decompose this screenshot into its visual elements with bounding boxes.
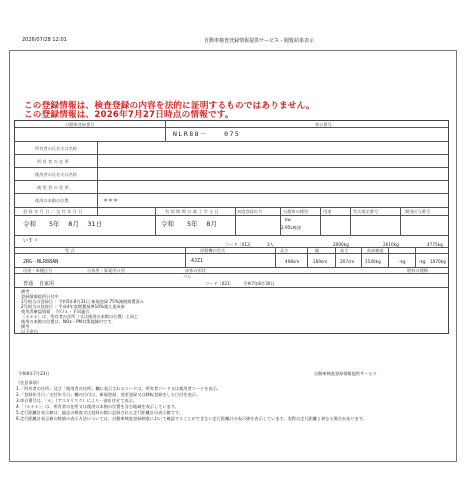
length-label: 長さ — [280, 248, 289, 253]
body-code: コード［021］ — [205, 281, 234, 286]
footer-date: 令和8年7月23日 — [18, 371, 50, 376]
note-item: 3.車台番号は、「＊」（アスタリスク）により一部を伏せて表示。 — [16, 398, 137, 403]
gross-weight-value: 4775kg — [427, 242, 443, 247]
base-value: ＊＊＊ — [103, 198, 119, 204]
remark-line: 2号相当の登録日 ：平成4年度燃費基準10%超え達成車 — [21, 304, 125, 309]
maker-code: コード［012］ — [225, 242, 254, 247]
note-item: 1.「所有者の住所」及び「使用者の住所」欄に表示されるコードは、所有者コード又は使用者コードを表示。 — [16, 386, 221, 391]
expiry-date-value: 令和 5年 8月 — [161, 220, 217, 228]
axle-rr-value: 1070kg — [430, 259, 446, 264]
engine-label: 原動機の型式 — [200, 248, 226, 253]
expiry-full-value: 令和7年8月30日 — [243, 281, 275, 286]
use-label: 自家用・事業用の別 — [87, 268, 125, 273]
height-label: 高さ — [340, 248, 349, 253]
remark-line: （＊＊＊）は、所有者の住所（又は使用の本拠の位置）と同じ — [21, 314, 139, 319]
width-value: 189cm — [313, 259, 328, 264]
remark-line: 使用者確認情報 ：ＮＯｘ・ＰＭ適合 — [21, 309, 90, 314]
remark-line: 備考 — [21, 289, 30, 294]
col-class-no: 類別区分番号 — [405, 209, 431, 214]
col-type: 自動車の種別 — [283, 209, 309, 214]
fuel-label: 燃料の種類 — [407, 268, 428, 273]
model-label: 型 式 — [65, 248, 75, 253]
col-use: 用途 — [323, 209, 332, 214]
col-model-no: 型式指定番号 — [353, 209, 379, 214]
note-item: 5.走行距離計表示値は、過去の検査又は登録の際に記録された走行距離計の表示値です。 — [16, 410, 183, 415]
reg-number-value: NLR88－ 075 — [173, 130, 241, 138]
max-load-value: 2000kg — [333, 242, 349, 247]
footer-service: 自動車検査登録情報提供サービス — [314, 371, 377, 376]
user-name-label: 使用者の氏名又は名称 — [35, 172, 77, 177]
capacity-unit: kw — [285, 217, 291, 222]
maker-value: いすゞ — [23, 238, 39, 244]
owner-addr-label: 所 有 者 の 住 所 — [37, 159, 69, 164]
width-label: 幅 — [315, 248, 320, 253]
remark-line: 1号相当の登録日 ：令和5年8月31日 新規登録 75%減税措置済み — [21, 299, 144, 304]
engine-value: 4JZ1 — [191, 258, 204, 264]
owner-name-label: 所有者の氏名又は名称 — [35, 146, 77, 151]
remarks-block — [21, 289, 144, 334]
model-code-value: 2RG－NLR88AN — [23, 259, 59, 265]
remark-line: 登録情報提供日付中 — [21, 294, 59, 299]
height-value: 207cm — [340, 259, 355, 264]
col-first-reg: 初度登録年月 — [237, 209, 263, 214]
note-item: 6.走行距離計表示値の数値の表示方法については、自動車検査登録制度において確認することができない走行距離計の表示値を表示しています。実際の走行距離と異なる場合があります。 — [16, 416, 367, 421]
note-item: 2.「登録年月日／交付年月日」欄の日付は、新規登録、変更登録又は移転登録をした日付を表示。 — [16, 392, 201, 397]
base-label: 使用の本拠の位置 — [35, 198, 69, 203]
body-shape-value: バン — [183, 274, 192, 279]
reg-number-label: 自動車登録番号 — [65, 122, 95, 127]
capacity-value: 2.95L軽油 — [281, 225, 302, 230]
reg-date-value: 令和 5年 8月 31日 — [23, 220, 103, 228]
body-shape-label: 車体の形状 — [185, 268, 206, 273]
private-use-value: 自家用 — [39, 281, 55, 287]
user-addr-label: 使 用 者 の 住 所 — [37, 185, 69, 190]
page-title: 自動車検査登録情報提供サービス - 閲覧結果表示 — [204, 38, 314, 44]
notes-block — [16, 380, 452, 422]
notice-line-1: この登録情報は、検査登録の内容を法的に証明するものではありません。 — [24, 101, 315, 111]
axle-ff-value: 1540kg — [365, 259, 381, 264]
vehicle-type-label: 用途・車種区分 — [23, 268, 53, 273]
axle-rf-value: -kg — [419, 259, 426, 264]
reg-date-label: 登 録 年 月 日 ／ 交 付 年 月 日 — [23, 209, 83, 214]
length-value: 498cm — [285, 259, 300, 264]
remark-line: 備考 — [21, 324, 30, 329]
vehicle-weight-value: 2610kg — [383, 242, 399, 247]
registration-form — [14, 120, 449, 334]
axle-fr-value: -kg — [399, 259, 406, 264]
expiry-label: 有 効 期 間 の 満 了 す る 日 — [165, 209, 219, 214]
axle-label: 前前軸重 — [367, 248, 384, 253]
remark-line: 以下余白 — [21, 329, 38, 334]
seats-value: 3人 — [267, 242, 274, 247]
vin-label: 車台番号 — [315, 122, 332, 127]
remark-line: 使用の本拠の位置は、NOx・PM対策地域内です。 — [21, 319, 116, 324]
print-datetime: 2026/07/28 12:01 — [22, 37, 67, 43]
notice-line-2: この登録情報は、2026年7月27日時点の情報です。 — [24, 110, 234, 120]
note-item: 4.「（＊＊＊）」は、所有者の住所又は使用の本拠の位置を含む地域を表示しています。 — [16, 404, 179, 409]
notes-title: （注意事項） — [16, 380, 42, 385]
vehicle-type-value: 普通 — [23, 281, 34, 287]
